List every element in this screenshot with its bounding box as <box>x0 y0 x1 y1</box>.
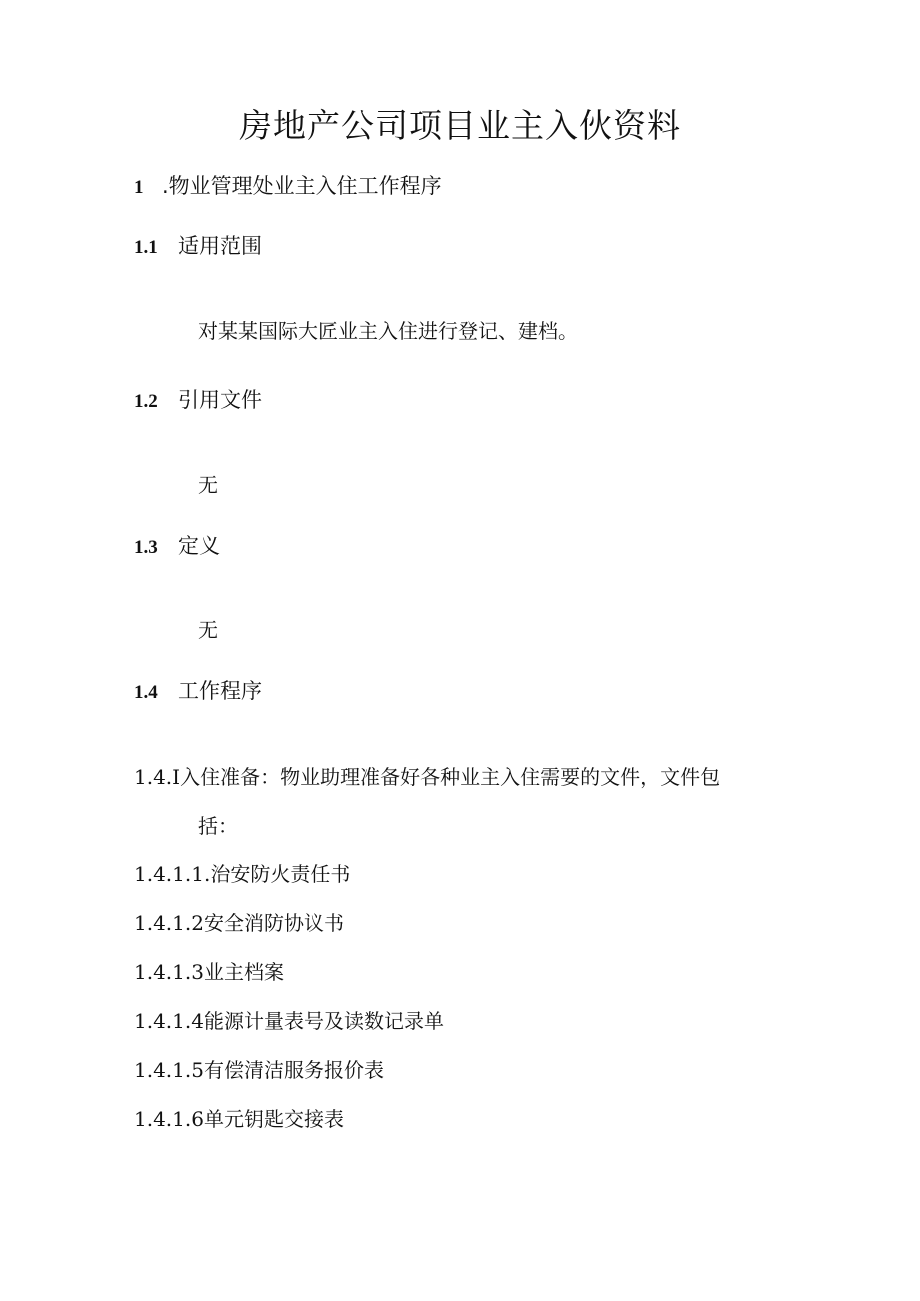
section-1-2-number: 1.2 <box>134 391 158 412</box>
list-item: 1.4.1.3业主档案 <box>134 960 284 984</box>
section-1-1-number: 1.1 <box>134 237 158 258</box>
section-1-1-body: 对某某国际大匠业主入住进行登记、建档。 <box>198 319 578 343</box>
section-1-4-heading <box>134 675 262 705</box>
list-item: 1.4.1.4能源计量表号及读数记录单 <box>134 1009 444 1033</box>
paragraph-1-4-1-line-2: 括： <box>198 814 238 838</box>
section-1-4-title: 工作程序 <box>178 679 262 703</box>
section-1-1-heading <box>134 230 262 260</box>
list-item: 1.4.1.5有偿清洁服务报价表 <box>134 1058 384 1082</box>
paragraph-1-4-1-line-1: 1.4.I入住准备：物业助理准备好各种业主入住需要的文件，文件包 <box>134 765 721 789</box>
document-title: 房地产公司项目业主入伙资料 <box>239 106 681 145</box>
section-1-3-title: 定义 <box>178 534 220 558</box>
section-1-2-body: 无 <box>198 473 218 497</box>
list-item: 1.4.1.1.治安防火责任书 <box>134 862 351 886</box>
section-1-3-number: 1.3 <box>134 537 158 558</box>
section-1-4-number: 1.4 <box>134 682 158 703</box>
section-1-3-heading <box>134 530 220 560</box>
list-item: 1.4.1.6单元钥匙交接表 <box>134 1107 344 1131</box>
list-item: 1.4.1.2安全消防协议书 <box>134 911 344 935</box>
section-1-2-heading <box>134 384 262 414</box>
section-1-title: .物业管理处业主入住工作程序 <box>162 174 442 198</box>
section-1-1-title: 适用范围 <box>178 234 262 258</box>
section-1-2-title: 引用文件 <box>178 388 262 412</box>
section-1-3-body: 无 <box>198 618 218 642</box>
section-1-heading <box>134 170 442 200</box>
section-1-number: 1 <box>134 177 144 198</box>
